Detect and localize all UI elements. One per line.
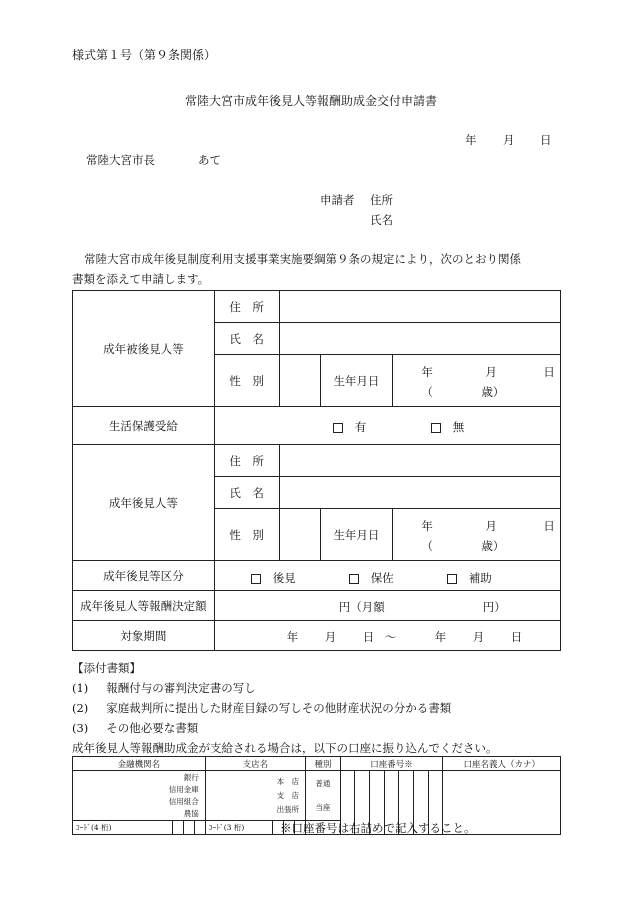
ward-name-label: 氏 名 [214, 323, 279, 355]
welfare-no-text: 無 [452, 419, 465, 434]
guardian-birth-day: 日 [543, 518, 555, 533]
bank-code-digit[interactable] [194, 821, 205, 835]
guardian-address-label: 住 所 [214, 445, 279, 477]
bank-type-bank: 銀行 [183, 772, 199, 782]
guardian-name-label: 氏 名 [214, 477, 279, 509]
guardian-sex-field[interactable] [279, 509, 320, 561]
addressee-suffix: あて [198, 153, 221, 167]
application-table [72, 290, 561, 651]
ward-address-label: 住 所 [214, 291, 279, 323]
guardian-label: 成年後見人等 [73, 445, 215, 561]
branch-type-office: 出張所 [276, 804, 300, 814]
fee-yen: 円（月額 [338, 599, 385, 614]
period-separator: ～ [384, 629, 397, 644]
ward-name-field[interactable] [279, 323, 560, 355]
date-year: 年 [465, 133, 477, 147]
checkbox-icon[interactable] [333, 423, 343, 433]
bank-code-label: ｺｰﾄﾞ(4 桁) [73, 821, 173, 835]
ward-sex-label: 性 別 [214, 355, 279, 407]
guardian-birth-year: 年 [421, 518, 433, 533]
checkbox-icon[interactable] [251, 574, 261, 584]
attachment-text: 家庭裁判所に提出した財産目録の写しその他財産状況の分かる書類 [106, 701, 452, 715]
guardian-birth-label: 生年月日 [320, 509, 393, 561]
period-label: 対象期間 [73, 621, 215, 651]
checkbox-icon[interactable] [447, 574, 457, 584]
guardian-age-open: （ [421, 538, 433, 553]
attachment-text: 報酬付与の審判決定書の写し [106, 681, 256, 695]
attachment-no: (2) [72, 701, 89, 715]
attachment-no: (3) [72, 721, 89, 735]
period-end-month: 月 [472, 629, 485, 644]
period-start-year: 年 [286, 629, 299, 644]
guardian-age-close: 歳） [481, 538, 505, 553]
ward-birth-day: 日 [543, 364, 555, 379]
branch-type-branch: 支 店 [276, 790, 300, 800]
date-day: 日 [540, 133, 552, 147]
ward-birth-month: 月 [485, 364, 497, 379]
date-month: 月 [503, 133, 515, 147]
col-account: 口座番号※ [340, 757, 443, 771]
bank-name-field[interactable] [73, 771, 206, 821]
col-branch: 支店名 [205, 757, 305, 771]
applicant-name-label: 氏名 [370, 213, 393, 227]
bank-type-shinkin: 信用金庫 [168, 784, 199, 794]
ward-birth-year: 年 [421, 364, 433, 379]
applicant-address-label: 住所 [370, 193, 393, 207]
class-2-text: 保佐 [370, 570, 394, 585]
fee-yen-end: 円） [482, 599, 506, 614]
checkbox-icon[interactable] [431, 423, 441, 433]
attachment-item-3 [72, 720, 198, 736]
attachment-text: その他必要な書類 [106, 721, 199, 735]
checkbox-icon[interactable] [349, 574, 359, 584]
class-option-2[interactable] [349, 570, 394, 586]
bank-code-digit[interactable] [183, 821, 194, 835]
period-end-day: 日 [510, 629, 523, 644]
welfare-yes-text: 有 [354, 419, 367, 434]
guardian-address-field[interactable] [279, 445, 560, 477]
guardian-name-field[interactable] [279, 477, 560, 509]
col-holder: 口座名義人（カナ） [443, 757, 561, 771]
ward-label: 成年被後見人等 [73, 291, 215, 407]
period-end-year: 年 [434, 629, 447, 644]
ward-birth-field[interactable] [393, 355, 561, 407]
ward-address-field[interactable] [279, 291, 560, 323]
fee-label: 成年後見人等報酬決定額 [73, 591, 215, 621]
attachment-item-2 [72, 700, 451, 716]
intro-line-2: 書類を添えて申請します。 [72, 272, 210, 286]
welfare-no-option[interactable] [431, 419, 465, 435]
account-type-normal: 普通 [315, 778, 331, 788]
col-type: 種別 [306, 757, 341, 771]
col-bank: 金融機関名 [73, 757, 206, 771]
intro-line-1: 常陸大宮市成年後見制度利用支援事業実施要綱第９条の規定により，次のとおり関係 [84, 252, 521, 266]
period-start-day: 日 [362, 629, 375, 644]
class-label: 成年後見等区分 [73, 561, 215, 591]
attachment-no: (1) [72, 681, 89, 695]
bank-note: 成年後見人等報酬助成金が支給される場合は，以下の口座に振り込んでください。 [72, 741, 498, 755]
branch-type-main: 本 店 [276, 776, 300, 786]
form-number: 様式第１号（第９条関係） [72, 48, 217, 62]
guardian-sex-label: 性 別 [214, 509, 279, 561]
bank-type-nokyo: 農協 [183, 808, 199, 818]
ward-age-close: 歳） [481, 384, 505, 399]
branch-code-label: ｺｰﾄﾞ(3 桁) [205, 821, 272, 835]
guardian-birth-field[interactable] [393, 509, 561, 561]
class-option-1[interactable] [251, 570, 296, 586]
welfare-options [214, 407, 560, 445]
class-option-3[interactable] [447, 570, 492, 586]
account-note: ※口座番号は右詰めで記入すること。 [280, 821, 476, 835]
welfare-yes-option[interactable] [333, 419, 367, 435]
addressee: 常陸大宮市長 [86, 153, 155, 167]
ward-age-open: （ [421, 384, 433, 399]
bank-code-digit[interactable] [172, 821, 183, 835]
class-options [214, 561, 560, 591]
bank-type-kumiai: 信用組合 [168, 796, 199, 806]
period-field[interactable] [214, 621, 560, 651]
attachment-item-1 [72, 680, 256, 696]
ward-sex-field[interactable] [279, 355, 320, 407]
ward-birth-label: 生年月日 [320, 355, 393, 407]
account-type-field[interactable] [306, 771, 341, 821]
account-type-current: 当座 [315, 802, 331, 812]
welfare-label: 生活保護受給 [73, 407, 215, 445]
document-title: 常陸大宮市成年後見人等報酬助成金交付申請書 [185, 94, 438, 108]
class-3-text: 補助 [468, 570, 492, 585]
applicant-label: 申請者 [320, 193, 355, 207]
branch-name-field[interactable] [205, 771, 305, 821]
guardian-birth-month: 月 [485, 518, 497, 533]
class-1-text: 後見 [272, 570, 296, 585]
attachments-heading: 【添付書類】 [72, 661, 141, 675]
fee-field[interactable] [214, 591, 560, 621]
period-start-month: 月 [324, 629, 337, 644]
